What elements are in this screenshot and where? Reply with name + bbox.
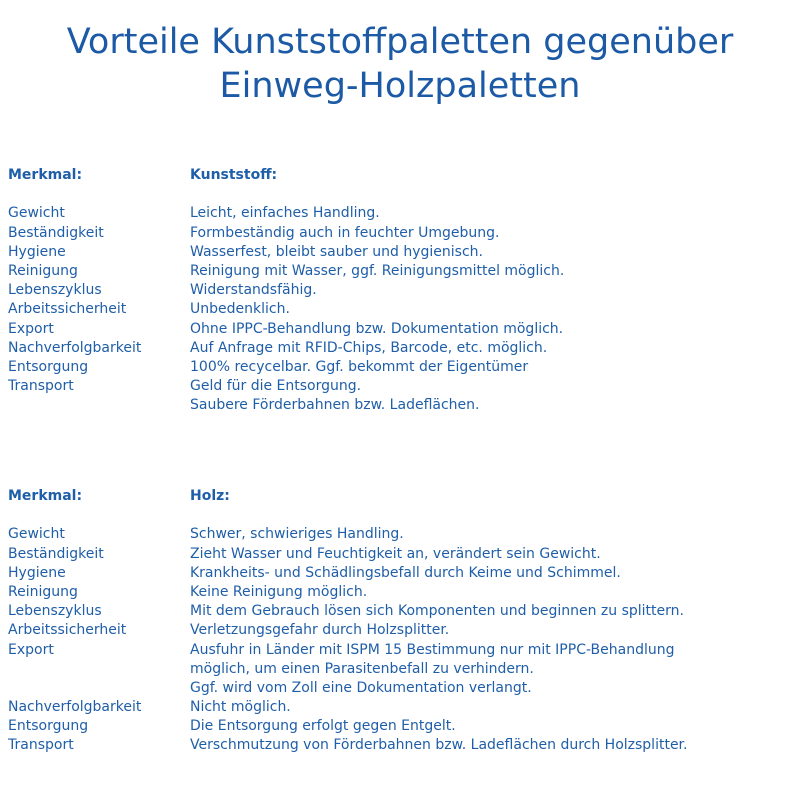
feature-label: Hygiene: [8, 564, 66, 581]
feature-label: Gewicht: [8, 205, 65, 222]
feature-value: möglich, um einen Parasitenbefall zu verhindern.: [190, 660, 534, 677]
table-row: [8, 641, 798, 660]
feature-value: Unbedenklich.: [190, 301, 290, 318]
feature-label: Arbeitssicherheit: [8, 622, 127, 639]
table-row: [8, 320, 798, 339]
feature-value: Schwer, schwieriges Handling.: [190, 526, 404, 543]
feature-value: Verletzungsgefahr durch Holzsplitter.: [190, 622, 450, 639]
feature-value: Zieht Wasser und Feuchtigkeit an, verändert sein Gewicht.: [190, 545, 601, 562]
feature-value: Wasserfest, bleibt sauber und hygienisch.: [190, 243, 483, 260]
feature-value: Keine Reinigung möglich.: [190, 583, 368, 600]
feature-label: Reinigung: [8, 262, 78, 279]
table-row: [8, 698, 798, 717]
wood-section: [8, 487, 798, 756]
feature-value: 100% recycelbar. Ggf. bekommt der Eigentümer: [190, 358, 529, 375]
feature-value: Verschmutzung von Förderbahnen bzw. Ladeflächen durch Holzsplitter.: [190, 737, 688, 754]
table-row: [8, 396, 798, 415]
table-row: [8, 525, 798, 544]
table-row: [8, 204, 798, 223]
feature-label: Nachverfolgbarkeit: [8, 699, 142, 716]
feature-value: Auf Anfrage mit RFID-Chips, Barcode, etc. möglich.: [190, 339, 548, 356]
material-header: Kunststoff:: [190, 167, 278, 183]
feature-value: Leicht, einfaches Handling.: [190, 205, 380, 222]
table-row: [8, 262, 798, 281]
feature-value: Widerstandsfähig.: [190, 282, 317, 299]
feature-label: Lebenszyklus: [8, 282, 102, 299]
feature-label: Transport: [8, 737, 74, 754]
feature-label: Beständigkeit: [8, 224, 104, 241]
table-row: [8, 545, 798, 564]
table-row: [8, 660, 798, 679]
plastic-header-row: [8, 166, 798, 185]
feature-value: Saubere Förderbahnen bzw. Ladeflächen.: [190, 397, 480, 414]
table-row: [8, 564, 798, 583]
table-row: [8, 679, 798, 698]
material-header: Holz:: [190, 488, 230, 504]
table-row: [8, 583, 798, 602]
feature-header: Merkmal:: [8, 488, 83, 504]
table-row: [8, 736, 798, 755]
plastic-section: [8, 166, 798, 415]
feature-value: Ggf. wird vom Zoll eine Dokumentation verlangt.: [190, 679, 532, 696]
feature-value: Ohne IPPC-Behandlung bzw. Dokumentation möglich.: [190, 320, 564, 337]
feature-label: Export: [8, 320, 54, 337]
table-row: [8, 377, 798, 396]
feature-label: Hygiene: [8, 243, 66, 260]
feature-value: Geld für die Entsorgung.: [190, 378, 362, 395]
table-row: [8, 717, 798, 736]
title-line-1: Vorteile Kunststoffpaletten gegenüber: [66, 22, 734, 62]
feature-label: Lebenszyklus: [8, 603, 102, 620]
feature-value: Ausfuhr in Länder mit ISPM 15 Bestimmung nur mit IPPC-Behandlung: [190, 641, 675, 658]
table-row: [8, 602, 798, 621]
wood-header-row: [8, 487, 798, 506]
feature-value: Mit dem Gebrauch lösen sich Komponenten und beginnen zu splittern.: [190, 603, 684, 620]
table-row: [8, 281, 798, 300]
feature-value: Nicht möglich.: [190, 699, 291, 716]
feature-label: Transport: [8, 378, 74, 395]
title-line-2: Einweg-Holzpaletten: [219, 66, 581, 106]
table-row: [8, 339, 798, 358]
table-row: [8, 243, 798, 262]
feature-label: Export: [8, 641, 54, 658]
page-title: [0, 20, 800, 108]
feature-value: Formbeständig auch in feuchter Umgebung.: [190, 224, 500, 241]
feature-label: Gewicht: [8, 526, 65, 543]
feature-label: Arbeitssicherheit: [8, 301, 127, 318]
feature-header: Merkmal:: [8, 167, 83, 183]
table-row: [8, 621, 798, 640]
feature-value: Krankheits- und Schädlingsbefall durch Keime und Schimmel.: [190, 564, 621, 581]
feature-value: Die Entsorgung erfolgt gegen Entgelt.: [190, 718, 456, 735]
feature-label: Entsorgung: [8, 358, 89, 375]
table-row: [8, 358, 798, 377]
table-row: [8, 300, 798, 319]
feature-label: Beständigkeit: [8, 545, 104, 562]
feature-label: Reinigung: [8, 583, 78, 600]
table-row: [8, 224, 798, 243]
feature-label: Entsorgung: [8, 718, 89, 735]
feature-value: Reinigung mit Wasser, ggf. Reinigungsmittel möglich.: [190, 262, 565, 279]
feature-label: Nachverfolgbarkeit: [8, 339, 142, 356]
